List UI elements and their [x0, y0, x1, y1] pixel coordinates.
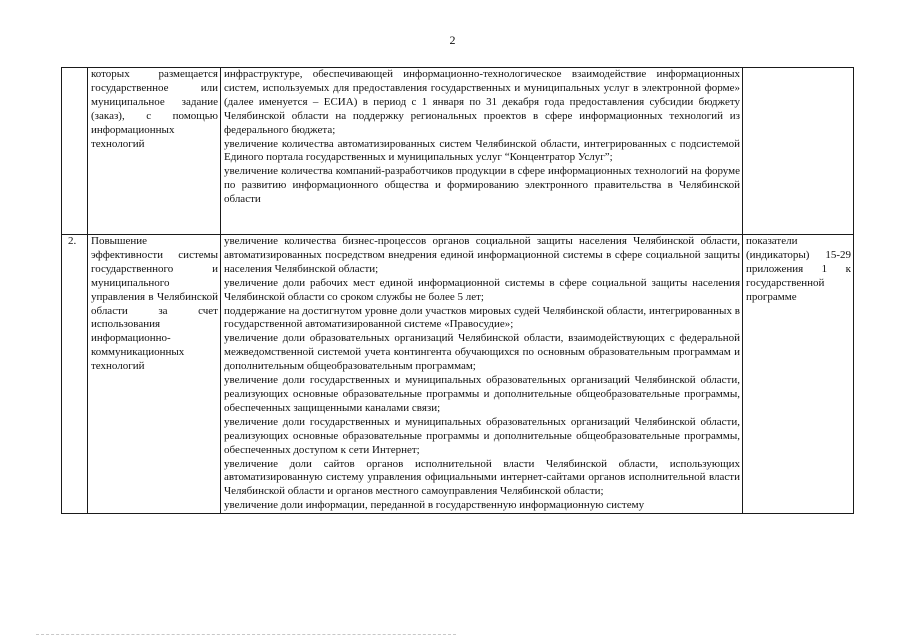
indicators-cell	[221, 235, 743, 514]
row-number	[62, 68, 88, 235]
source-text: показатели (индикаторы) 15-29 приложения 1 к государственной программе	[746, 235, 851, 303]
indicator-paragraph: увеличение доли государственных и муниципальных образовательных организаций Челябинской области, реализующих основные образовательные программы и дополнительные общеобразовательные программы, обеспеченных защищенными каналами связи;	[224, 374, 740, 414]
indicator-paragraph: инфраструктуре, обеспечивающей информационно-технологическое взаимодействие информационных систем, используемых для предоставления государственных и муниципальных услуг в электронной форме» (далее именуется – ЕСИА) в период с 1 января по 31 декабря года предоставления субсидии бюджету Челябинской области на поддержку региональных проектов в сфере информационных технологий из федерального бюджета;	[224, 68, 740, 136]
indicator-paragraph: увеличение количества автоматизированных систем Челябинской области, интегрированных с подсистемой Единого портала государственных и муниципальных услуг “Концентратор Услуг”;	[224, 137, 740, 164]
table-row	[62, 235, 854, 514]
row-number: 2.	[62, 235, 88, 514]
indicators-table	[61, 67, 854, 514]
page-bottom-edge	[36, 634, 456, 637]
indicator-paragraph: увеличение доли государственных и муниципальных образовательных организаций Челябинской области, реализующих основные образовательные программы и дополнительные общеобразовательные программы, обеспеченных доступом к сети Интернет;	[224, 415, 740, 456]
goal-text: которых размещается государственное или муниципальное задание (заказ), с помощью информационных технологий	[91, 68, 218, 150]
indicator-paragraph: увеличение доли образовательных организаций Челябинской области, взаимодействующих с федеральной межведомственной системой учета контингента обучающихся по основным образовательным программам и дополнительным общеобразовательным программам;	[224, 332, 740, 373]
indicator-paragraph: увеличение доли сайтов органов исполнительной власти Челябинской области, использующих автоматизированную систему управления официальными интернет-сайтами органов исполнительной власти Челябинской области и органов местного самоуправления Челябинской области;	[224, 457, 740, 498]
indicator-paragraph: увеличение количества компаний-разработчиков продукции в сфере информационных технологий на форуме по развитию информационного общества и формированию электронного правительства в Челябинской области	[224, 165, 740, 206]
source-cell	[743, 235, 854, 514]
goal-cell	[88, 68, 221, 235]
goal-text: Повышение эффективности системы государственного и муниципального управления в Челябинской области за счет использования информационно-коммуникационных технологий	[91, 235, 218, 373]
indicator-paragraph: увеличение доли информации, переданной в государственную информационную систему	[224, 499, 645, 512]
indicator-paragraph: поддержание на достигнутом уровне доли участков мировых судей Челябинской области, интегрированных в государственной автоматизированной системе «Правосудие»;	[224, 304, 740, 331]
indicator-paragraph: увеличение количества бизнес-процессов органов социальной защиты населения Челябинской области, автоматизированных посредством внедрения единой информационной системы в сфере социальной защиты населения Челябинской области;	[224, 235, 740, 275]
goal-cell	[88, 235, 221, 514]
indicators-cell	[221, 68, 743, 235]
indicator-paragraph: увеличение доли рабочих мест единой информационной системы в сфере социальной защиты населения Челябинской области со сроком службы не более 5 лет;	[224, 276, 740, 303]
source-cell	[743, 68, 854, 235]
page-number: 2	[449, 33, 456, 47]
table-row	[62, 68, 854, 235]
